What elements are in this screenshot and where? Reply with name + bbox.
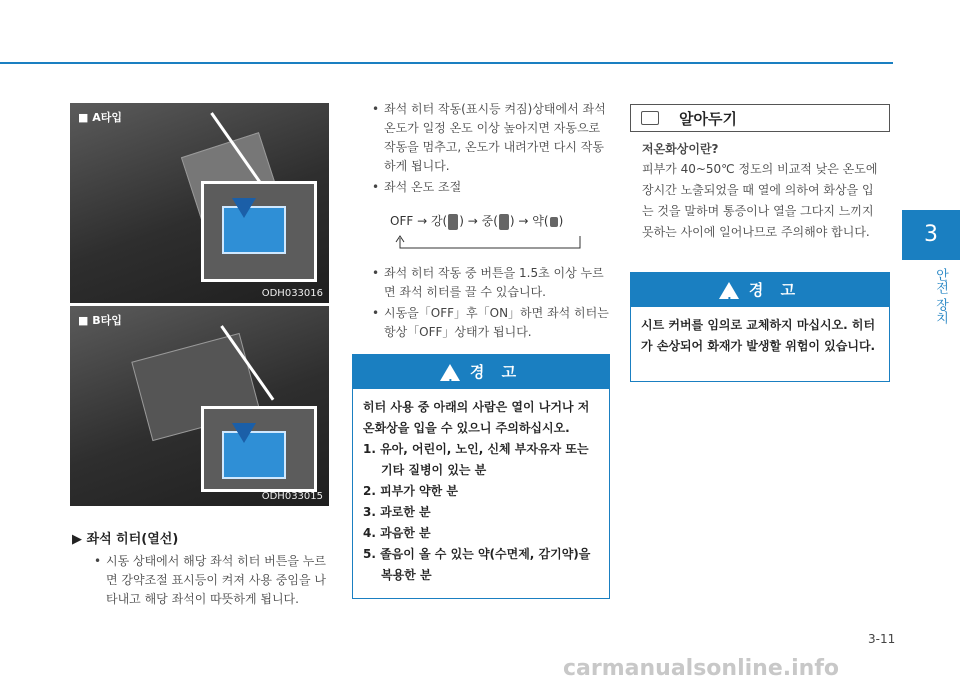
bullet-text: • 좌석 히터 작동 중 버튼을 1.5초 이상 누르면 좌석 히터를 끌 수 있습니다. bbox=[384, 264, 612, 302]
photo-tag: ■ B타입 bbox=[78, 314, 122, 327]
warning-box bbox=[630, 272, 890, 382]
warning-header bbox=[631, 273, 889, 307]
note-title: 알아두기 bbox=[679, 110, 737, 128]
warning-item: 4. 과음한 분 bbox=[363, 526, 431, 540]
warning-body bbox=[353, 389, 609, 594]
press-arrow-icon bbox=[232, 198, 256, 218]
watermark: carmanualsonline.info bbox=[563, 656, 839, 681]
photo-type-b bbox=[70, 306, 329, 506]
warning-body: 시트 커버를 임의로 교체하지 마십시오. 히터가 손상되어 화재가 발생할 위험이 있습니다. bbox=[641, 318, 876, 353]
photo-code: ODH033016 bbox=[261, 288, 323, 299]
return-arrow-icon bbox=[390, 206, 605, 254]
note-header bbox=[630, 104, 890, 132]
step-off: OFF → bbox=[390, 214, 428, 228]
page-number: 3-11 bbox=[868, 632, 896, 646]
bullet-text: • 좌석 온도 조절 bbox=[384, 178, 612, 197]
zoom-inset bbox=[201, 181, 317, 282]
warning-item: 5. 졸음이 올 수 있는 약(수면제, 감기약)을 복용한 분 bbox=[363, 547, 591, 582]
bullet-text: • 시동 상태에서 해당 좌석 히터 버튼을 누르면 강약조절 표시등이 켜져 사용 중임을 나타내고 해당 좌석이 따뜻하게 됩니다. bbox=[106, 552, 331, 609]
press-arrow-icon bbox=[232, 423, 256, 443]
warning-icon: ! bbox=[440, 364, 460, 381]
warning-item: 2. 피부가 약한 분 bbox=[363, 484, 458, 498]
step-low-end: ) bbox=[558, 214, 564, 228]
warning-item: 1. 유아, 어린이, 노인, 신체 부자유자 또는 기타 질병이 있는 분 bbox=[363, 442, 589, 477]
zoom-inset bbox=[201, 406, 317, 492]
bullet-text: • 좌석 히터 작동(표시등 켜짐)상태에서 좌석 온도가 일정 온도 이상 높아지면 자동으로 작동을 멈추고, 온도가 내려가면 다시 작동하게 됩니다. bbox=[384, 100, 612, 176]
warning-title: 경 고 bbox=[748, 281, 802, 299]
book-icon bbox=[641, 111, 659, 125]
chapter-label: 안전 장치 bbox=[933, 268, 948, 325]
warning-icon: ! bbox=[719, 282, 739, 299]
warning-header bbox=[353, 355, 609, 389]
warning-intro: 히터 사용 중 아래의 사람은 열이 나거나 저온화상을 입을 수 있으니 주의하십시오. bbox=[363, 400, 590, 435]
header-rule bbox=[0, 62, 893, 64]
note-text: 피부가 40~50℃ 정도의 비교적 낮은 온도에 장시간 노출되었을 때 열에 의하여 화상을 입는 것을 말하며 통증이나 열을 그다지 느끼지 못하는 사이에 일어나므로 주의해야 합니다. bbox=[642, 162, 878, 239]
step-mid-end: ) → bbox=[509, 214, 529, 228]
bullet-text: • 시동을「OFF」후「ON」하면 좌석 히터는 항상「OFF」상태가 됩니다. bbox=[384, 304, 612, 342]
note-subtitle: 저온화상이란? bbox=[642, 142, 719, 156]
temperature-cycle-diagram bbox=[390, 206, 605, 254]
step-mid: 중( bbox=[481, 214, 498, 228]
warning-title: 경 고 bbox=[469, 363, 523, 381]
section-title: ▶ 좌석 히터(열선) bbox=[72, 532, 179, 547]
chapter-tab: 3 bbox=[902, 210, 960, 260]
photo-code: ODH033015 bbox=[261, 491, 323, 502]
photo-tag: ■ A타입 bbox=[78, 111, 122, 124]
step-high: 강( bbox=[430, 214, 448, 228]
step-low: 약( bbox=[532, 214, 549, 228]
photo-type-a bbox=[70, 103, 329, 303]
warning-box bbox=[352, 354, 610, 599]
step-high-end: ) → bbox=[459, 214, 478, 228]
warning-item: 3. 과로한 분 bbox=[363, 505, 431, 519]
